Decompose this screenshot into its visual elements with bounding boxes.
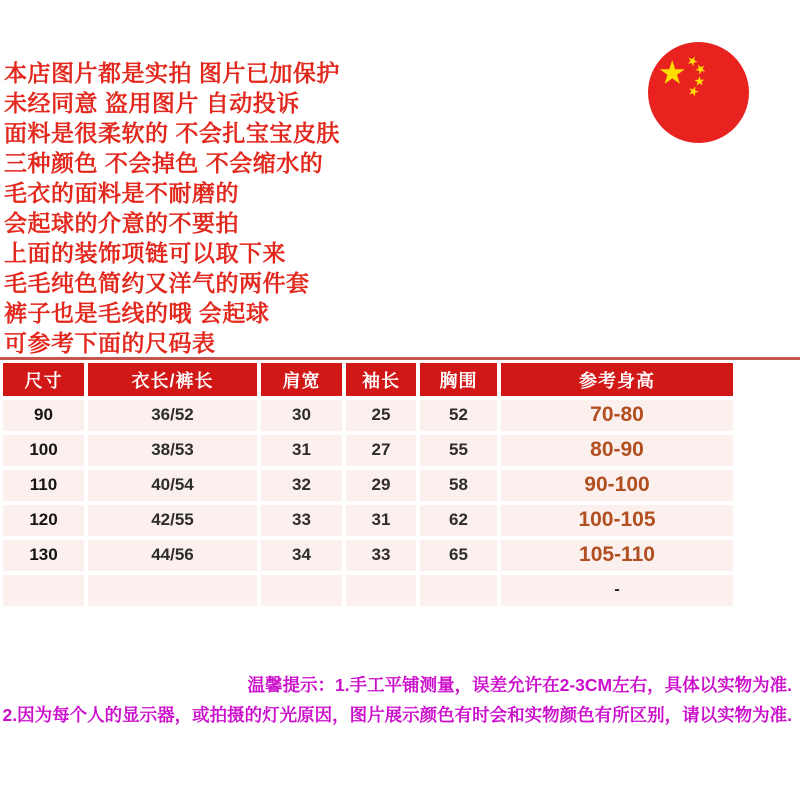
store-notice-list: [4, 58, 340, 358]
column-header-size: 尺寸: [3, 363, 84, 396]
table-cell-height: 100-105: [501, 505, 733, 537]
table-cell-length: 42/55: [88, 505, 257, 537]
footnote-block: [0, 670, 792, 730]
table-cell-sleeve: 27: [346, 435, 416, 467]
table-cell-shoulder: 33: [261, 505, 342, 537]
table-cell-height: -: [501, 575, 733, 607]
footnote-line-2: 2.因为每个人的显示器，或拍摄的灯光原因，图片展示颜色有时会和实物颜色有所区别，请以实物为准.: [2, 705, 792, 725]
table-cell-length: 36/52: [88, 400, 257, 432]
table-cell-height: 80-90: [501, 435, 733, 467]
table-cell-sleeve: 29: [346, 470, 416, 502]
table-cell-chest: 55: [420, 435, 497, 467]
notice-line: 毛衣的面料是不耐磨的: [4, 180, 239, 206]
notice-line: 未经同意 盗用图片 自动投诉: [4, 90, 300, 116]
table-cell-shoulder: 32: [261, 470, 342, 502]
table-cell-sleeve: [346, 575, 416, 607]
column-header-height: 参考身高: [501, 363, 733, 396]
notice-line: 本店图片都是实拍 图片已加保护: [4, 60, 340, 86]
column-header-sleeve: 袖长: [346, 363, 416, 396]
notice-line: 面料是很柔软的 不会扎宝宝皮肤: [4, 120, 340, 146]
table-cell-chest: 52: [420, 400, 497, 432]
notice-line: 可参考下面的尺码表: [4, 330, 216, 356]
table-cell-chest: 65: [420, 540, 497, 572]
table-cell-shoulder: 34: [261, 540, 342, 572]
column-header-shoulder: 肩宽: [261, 363, 342, 396]
table-cell-size: 100: [3, 435, 84, 467]
table-cell-sleeve: 33: [346, 540, 416, 572]
table-cell-length: 44/56: [88, 540, 257, 572]
notice-line: 会起球的介意的不要拍: [4, 210, 239, 236]
table-cell-length: [88, 575, 257, 607]
table-cell-height: 70-80: [501, 400, 733, 432]
table-cell-chest: 62: [420, 505, 497, 537]
table-cell-shoulder: [261, 575, 342, 607]
table-cell-shoulder: 30: [261, 400, 342, 432]
table-cell-chest: [420, 575, 497, 607]
table-cell-sleeve: 31: [346, 505, 416, 537]
notice-line: 上面的装饰项链可以取下来: [4, 240, 286, 266]
column-header-length: 衣长/裤长: [88, 363, 257, 396]
notice-line: 裤子也是毛线的哦 会起球: [4, 300, 270, 326]
footnote-line-1: 温馨提示：1.手工平铺测量，误差允许在2-3CM左右，具体以实物为准.: [247, 675, 792, 695]
table-cell-chest: 58: [420, 470, 497, 502]
table-cell-shoulder: 31: [261, 435, 342, 467]
table-cell-height: 90-100: [501, 470, 733, 502]
table-cell-sleeve: 25: [346, 400, 416, 432]
table-cell-length: 38/53: [88, 435, 257, 467]
table-cell-size: 110: [3, 470, 84, 502]
notice-line: 毛毛纯色简约又洋气的两件套: [4, 270, 310, 296]
table-cell-size: [3, 575, 84, 607]
table-cell-size: 120: [3, 505, 84, 537]
notice-line: 三种颜色 不会掉色 不会缩水的: [4, 150, 324, 176]
column-header-chest: 胸围: [420, 363, 497, 396]
table-cell-size: 90: [3, 400, 84, 432]
table-cell-size: 130: [3, 540, 84, 572]
section-divider-line: [0, 357, 800, 360]
size-table: [3, 363, 737, 606]
table-cell-height: 105-110: [501, 540, 733, 572]
table-cell-length: 40/54: [88, 470, 257, 502]
china-flag-icon: [648, 42, 749, 143]
